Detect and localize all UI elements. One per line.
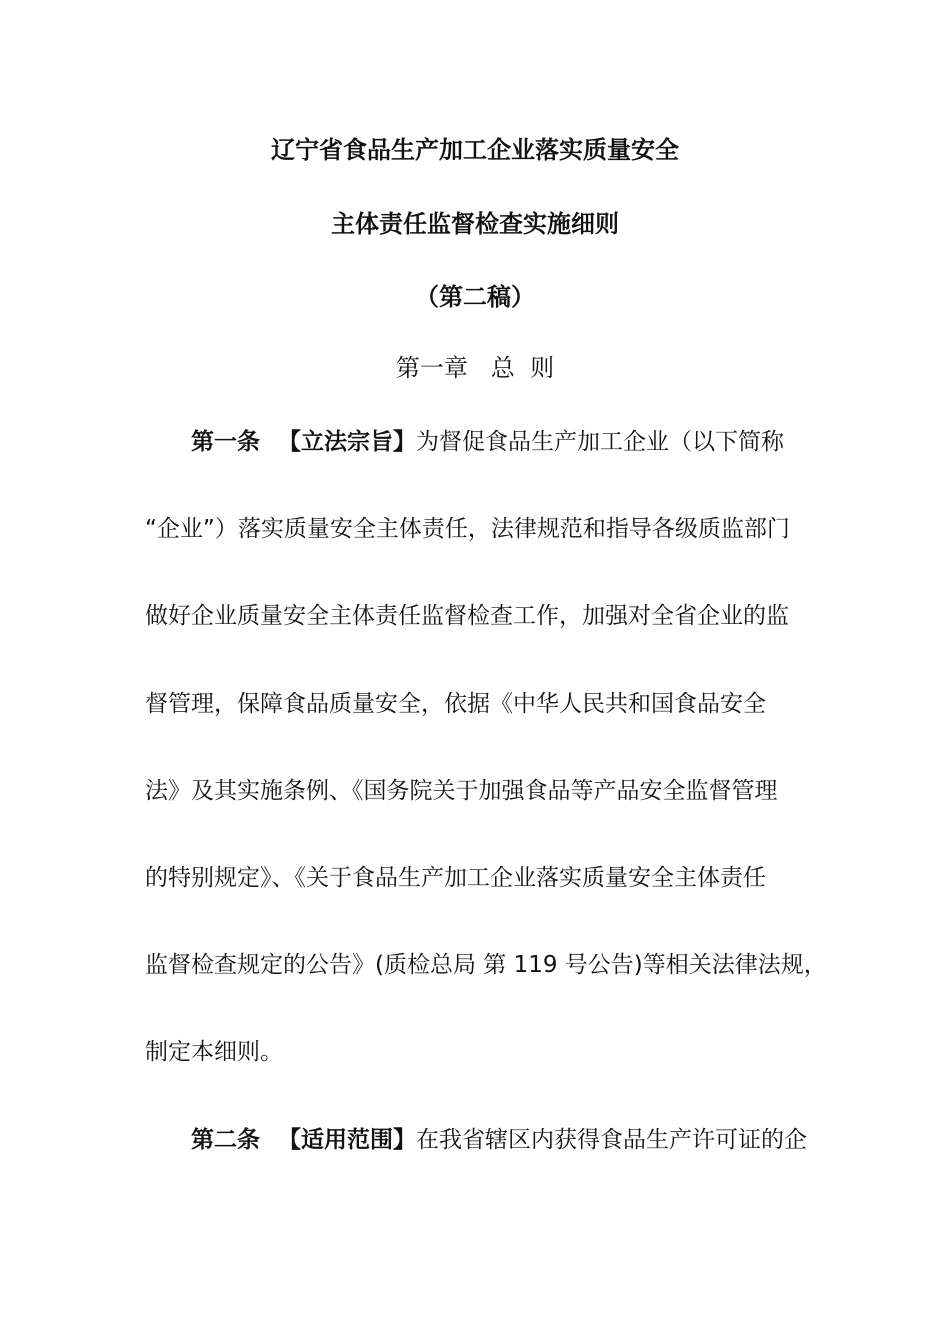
document-title-line-2: 主体责任监督检查实施细则 <box>331 210 619 238</box>
article-1-text-line: 做好企业质量安全主体责任监督检查工作，加强对全省企业的监 <box>145 603 789 630</box>
article-2-first-line <box>145 1118 810 1205</box>
document-title-line-1: 辽宁省食品生产加工企业落实质量安全 <box>271 136 679 164</box>
draft-note: （第二稿） <box>415 283 535 311</box>
article-2-text-line: 在我省辖区内获得食品生产许可证的企 <box>416 1126 807 1153</box>
article-1-text-line: “企业”）落实质量安全主体责任，法律规范和指导各级质监部门 <box>145 516 790 543</box>
article-1-text-line: 制定本细则。 <box>145 1039 283 1066</box>
article-1-heading: 【立法宗旨】 <box>278 429 416 455</box>
article-1-first-line <box>145 420 810 507</box>
article-1-text-line: 为督促食品生产加工企业（以下简称 <box>416 429 784 455</box>
article-1-number: 第一条 <box>191 429 260 455</box>
article-2-number: 第二条 <box>191 1126 260 1153</box>
article-1-text-line: 法》及其实施条例、《国务院关于加强食品等产品安全监督管理 <box>145 777 778 804</box>
article-2-heading: 【适用范围】 <box>278 1126 416 1153</box>
article-1-text-line: 督管理，保障食品质量安全，依据《中华人民共和国食品安全 <box>145 690 766 717</box>
article-1-text-line: 监督检查规定的公告》(质检总局 第 119 号公告)等相关法律法规， <box>145 952 827 979</box>
document-body <box>145 420 827 1205</box>
article-1-text-line: 的特别规定》、《关于食品生产加工企业落实质量安全主体责任 <box>145 864 766 891</box>
chapter-heading: 第一章 总 则 <box>395 354 555 382</box>
